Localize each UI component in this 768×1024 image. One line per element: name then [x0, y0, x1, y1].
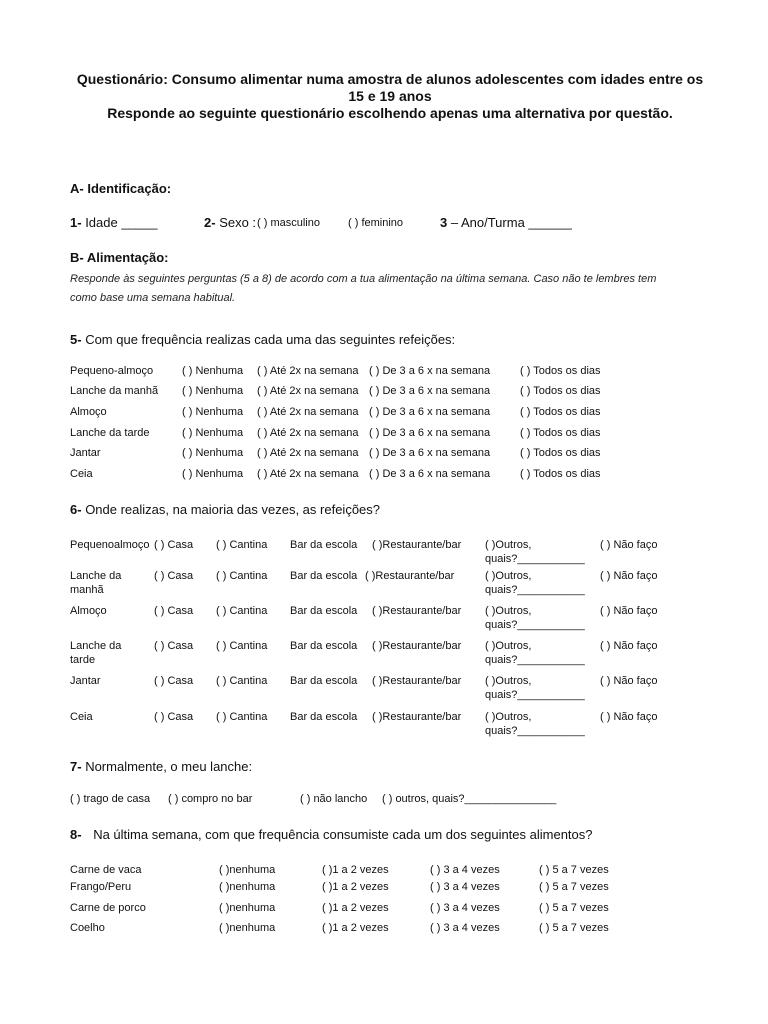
q5-option-3-a-6x[interactable]: ( ) De 3 a 6 x na semana [369, 385, 491, 397]
q5-option-3-a-6x[interactable]: ( ) De 3 a 6 x na semana [369, 427, 491, 439]
q6-outros-blank: quais?___________ [485, 584, 585, 596]
q6-text: Onde realizas, na maioria das vezes, as refeições? [85, 502, 381, 517]
q6-option-nao-faco[interactable]: ( ) Não faço [600, 605, 658, 617]
q8-text: Na última semana, com que frequência consumiste cada um dos seguintes alimentos? [93, 827, 593, 842]
q2-label: Sexo : [219, 215, 257, 230]
q5-text: Com que frequência realizas cada uma das seguintes refeições: [85, 332, 456, 347]
q7-option-nao-lancho[interactable]: ( ) não lancho [300, 793, 368, 805]
q6-option-cantina[interactable]: ( ) Cantina [216, 570, 268, 582]
q6-outros-label: ( )Outros, [485, 605, 532, 617]
q7-option-trago-de-casa[interactable]: ( ) trago de casa [70, 793, 151, 805]
q5-option-todos-os-dias[interactable]: ( ) Todos os dias [520, 385, 601, 397]
section-b-heading: B- Alimentação: [70, 250, 169, 265]
q6-row-meal: Jantar [70, 675, 101, 687]
q8-option-5-a-7[interactable]: ( ) 5 a 7 vezes [539, 881, 609, 893]
q6-option-bar-escola[interactable]: Bar da escola [290, 539, 358, 551]
q6-option-cantina[interactable]: ( ) Cantina [216, 675, 268, 687]
q5-row-meal: Lanche da tarde [70, 427, 150, 439]
q8-row-food: Carne de vaca [70, 864, 142, 876]
q6-number: 6- [70, 502, 82, 517]
q5-option-nenhuma[interactable]: ( ) Nenhuma [182, 365, 244, 377]
section-a-heading: A- Identificação: [70, 181, 172, 196]
q6-outros-blank: quais?___________ [485, 689, 585, 701]
q5-option-3-a-6x[interactable]: ( ) De 3 a 6 x na semana [369, 468, 491, 480]
q2-option-feminino[interactable]: ( ) feminino [348, 217, 404, 229]
q8-option-1-a-2[interactable]: ( )1 a 2 vezes [322, 864, 389, 876]
q6-option-bar-escola[interactable]: Bar da escola [290, 675, 358, 687]
q6-option-restaurante[interactable]: ( )Restaurante/bar [372, 640, 462, 652]
q2-number: 2- [204, 215, 216, 230]
q5-option-todos-os-dias[interactable]: ( ) Todos os dias [520, 447, 601, 459]
q6-option-outros[interactable] [485, 639, 585, 667]
q7-number: 7- [70, 759, 82, 774]
q6-outros-label: ( )Outros, [485, 640, 532, 652]
q6-option-cantina[interactable]: ( ) Cantina [216, 711, 268, 723]
q5-option-ate-2x[interactable]: ( ) Até 2x na semana [257, 468, 359, 480]
q1-idade[interactable] [70, 215, 157, 230]
q6-option-casa[interactable]: ( ) Casa [154, 640, 194, 652]
q8-option-5-a-7[interactable]: ( ) 5 a 7 vezes [539, 864, 609, 876]
q6-row-meal: Lanche da tarde [70, 640, 122, 666]
q6-option-cantina[interactable]: ( ) Cantina [216, 605, 268, 617]
q8-option-nenhuma[interactable]: ( )nenhuma [219, 902, 276, 914]
q5-row-meal: Ceia [70, 468, 93, 480]
q1-label: Idade _____ [85, 215, 158, 230]
q5-option-todos-os-dias[interactable]: ( ) Todos os dias [520, 468, 601, 480]
q5-row-meal: Almoço [70, 406, 107, 418]
q5-option-todos-os-dias[interactable]: ( ) Todos os dias [520, 427, 601, 439]
q6-outros-blank: quais?___________ [485, 725, 585, 737]
q6-option-outros[interactable] [485, 569, 585, 597]
q8-row-food: Coelho [70, 922, 105, 934]
q6-option-bar-escola[interactable]: Bar da escola [290, 640, 358, 652]
q8-option-3-a-4[interactable]: ( ) 3 a 4 vezes [430, 881, 500, 893]
q5-option-3-a-6x[interactable]: ( ) De 3 a 6 x na semana [369, 365, 491, 377]
section-b-intro-line-2: como base uma semana habitual. [70, 292, 236, 304]
q5-option-ate-2x[interactable]: ( ) Até 2x na semana [257, 365, 359, 377]
q8-option-1-a-2[interactable]: ( )1 a 2 vezes [322, 922, 389, 934]
q7-option-compro-no-bar[interactable]: ( ) compro no bar [168, 793, 253, 805]
title-line-2: 15 e 19 anos [348, 88, 432, 104]
q6-option-casa[interactable]: ( ) Casa [154, 570, 194, 582]
q6-outros-blank: quais?___________ [485, 654, 585, 666]
q3-label: – Ano/Turma ______ [450, 215, 572, 230]
q5-option-todos-os-dias[interactable]: ( ) Todos os dias [520, 365, 601, 377]
q8-row-food: Frango/Peru [70, 881, 132, 893]
q6-row-meal: Lanche da manhã [70, 570, 122, 596]
q5-option-ate-2x[interactable]: ( ) Até 2x na semana [257, 406, 359, 418]
q5-option-3-a-6x[interactable]: ( ) De 3 a 6 x na semana [369, 447, 491, 459]
q6-option-nao-faco[interactable]: ( ) Não faço [600, 675, 658, 687]
q6-option-bar-escola[interactable]: Bar da escola [290, 570, 358, 582]
q8-option-3-a-4[interactable]: ( ) 3 a 4 vezes [430, 902, 500, 914]
q6-option-outros[interactable] [485, 538, 585, 566]
title-line-3: Responde ao seguinte questionário escolhendo apenas uma alternativa por questão. [107, 105, 673, 121]
q8-option-1-a-2[interactable]: ( )1 a 2 vezes [322, 902, 389, 914]
q6-option-nao-faco[interactable]: ( ) Não faço [600, 539, 658, 551]
q6-option-restaurante[interactable]: ( )Restaurante/bar [372, 539, 462, 551]
q6-option-bar-escola[interactable]: Bar da escola [290, 711, 358, 723]
q7-option-outros[interactable]: ( ) outros, quais?_______________ [382, 793, 557, 805]
q5-option-3-a-6x[interactable]: ( ) De 3 a 6 x na semana [369, 406, 491, 418]
q6-option-cantina[interactable]: ( ) Cantina [216, 640, 268, 652]
q6-option-outros[interactable] [485, 710, 585, 738]
q5-option-nenhuma[interactable]: ( ) Nenhuma [182, 447, 244, 459]
q8-option-nenhuma[interactable]: ( )nenhuma [219, 881, 276, 893]
q8-question [70, 827, 593, 842]
section-b-intro-line-1: Responde às seguintes perguntas (5 a 8) de acordo com a tua alimentação na última semana. Caso não te lembres tem [70, 273, 657, 285]
q3-number: 3 [440, 215, 448, 230]
q5-option-nenhuma[interactable]: ( ) Nenhuma [182, 427, 244, 439]
questionnaire-title [40, 71, 740, 122]
q8-row-food: Carne de porco [70, 902, 146, 914]
q6-option-casa[interactable]: ( ) Casa [154, 605, 194, 617]
q6-question [70, 502, 380, 517]
q8-option-3-a-4[interactable]: ( ) 3 a 4 vezes [430, 922, 500, 934]
q6-option-restaurante[interactable]: ( )Restaurante/bar [372, 605, 462, 617]
q8-option-1-a-2[interactable]: ( )1 a 2 vezes [322, 881, 389, 893]
q5-option-nenhuma[interactable]: ( ) Nenhuma [182, 406, 244, 418]
q6-option-restaurante[interactable]: ( )Restaurante/bar [365, 570, 455, 582]
q5-number: 5- [70, 332, 82, 347]
q1-number: 1- [70, 215, 82, 230]
q6-row-meal: Ceia [70, 711, 93, 723]
q6-option-nao-faco[interactable]: ( ) Não faço [600, 640, 658, 652]
q5-option-todos-os-dias[interactable]: ( ) Todos os dias [520, 406, 601, 418]
q8-option-5-a-7[interactable]: ( ) 5 a 7 vezes [539, 902, 609, 914]
q8-option-5-a-7[interactable]: ( ) 5 a 7 vezes [539, 922, 609, 934]
q8-option-nenhuma[interactable]: ( )nenhuma [219, 864, 276, 876]
q6-option-outros[interactable] [485, 604, 585, 632]
q6-option-outros[interactable] [485, 674, 585, 702]
q8-number: 8- [70, 827, 82, 842]
q6-option-restaurante[interactable]: ( )Restaurante/bar [372, 711, 462, 723]
q8-option-3-a-4[interactable]: ( ) 3 a 4 vezes [430, 864, 500, 876]
q6-outros-blank: quais?___________ [485, 619, 585, 631]
q6-option-bar-escola[interactable]: Bar da escola [290, 605, 358, 617]
q6-option-casa[interactable]: ( ) Casa [154, 675, 194, 687]
q6-option-cantina[interactable]: ( ) Cantina [216, 539, 268, 551]
q5-option-ate-2x[interactable]: ( ) Até 2x na semana [257, 385, 359, 397]
q5-row-meal: Jantar [70, 447, 101, 459]
q5-row-meal: Lanche da manhã [70, 385, 159, 397]
q6-outros-label: ( )Outros, [485, 711, 532, 723]
q6-outros-label: ( )Outros, [485, 570, 532, 582]
q6-option-casa[interactable]: ( ) Casa [154, 539, 194, 551]
q5-option-nenhuma[interactable]: ( ) Nenhuma [182, 468, 244, 480]
q5-option-ate-2x[interactable]: ( ) Até 2x na semana [257, 427, 359, 439]
q7-text: Normalmente, o meu lanche: [85, 759, 253, 774]
q5-row-meal: Pequeno-almoço [70, 365, 154, 377]
q6-outros-label: ( )Outros, [485, 675, 532, 687]
q7-question [70, 759, 252, 774]
q2-option-masculino[interactable]: ( ) masculino [257, 217, 320, 229]
q5-option-nenhuma[interactable]: ( ) Nenhuma [182, 385, 244, 397]
q6-outros-blank: quais?___________ [485, 553, 585, 565]
q3-ano-turma[interactable] [440, 215, 572, 230]
q6-option-casa[interactable]: ( ) Casa [154, 711, 194, 723]
q8-option-nenhuma[interactable]: ( )nenhuma [219, 922, 276, 934]
title-line-1: Questionário: Consumo alimentar numa amostra de alunos adolescentes com idades entre os [76, 71, 704, 87]
q5-question [70, 332, 455, 347]
q2-sexo [204, 215, 256, 230]
q6-outros-label: ( )Outros, [485, 539, 532, 551]
q6-option-nao-faco[interactable]: ( ) Não faço [600, 711, 658, 723]
q6-row-meal: Pequenoalmoço [70, 539, 150, 551]
q6-option-nao-faco[interactable]: ( ) Não faço [600, 570, 658, 582]
q6-option-restaurante[interactable]: ( )Restaurante/bar [372, 675, 462, 687]
q5-option-ate-2x[interactable]: ( ) Até 2x na semana [257, 447, 359, 459]
q6-row-meal: Almoço [70, 605, 107, 617]
